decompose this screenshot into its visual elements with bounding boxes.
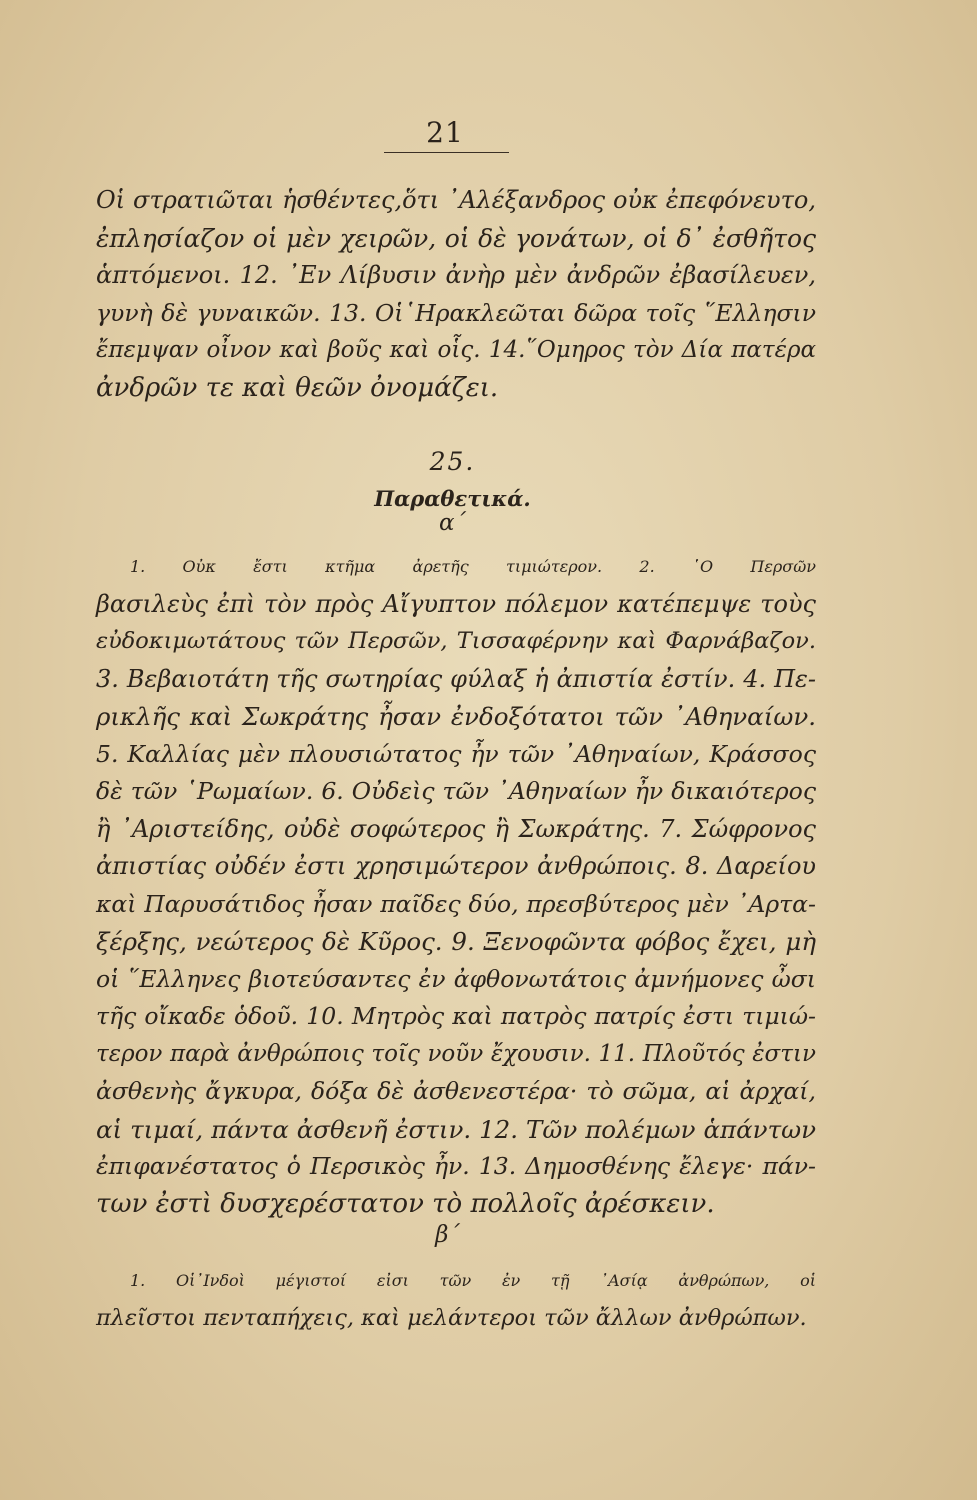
text-line: ἀσθενὴς ἄγκυρα, δόξα δὲ ἀσθενεστέρα· τὸ σῶμα, αἱ ἀρχαί, [96,1077,816,1105]
text-line: 1. Οἱ᾿Ινδοὶ μέγιστοί εἰσι τῶν ἐν τῇ ᾿Ασίᾳ ἀνθρώπων, οἱ [130,1271,816,1290]
text-line: ἀπιστίας οὐδέν ἐστι χρησιμώτερον ἀνθρώποις. 8. Δαρείου [96,852,816,880]
text-line: ἐπλησίαζον οἱ μὲν χειρῶν, οἱ δὲ γονάτων, οἱ δ᾿ ἐσθῆτος [96,223,816,253]
text-line: ἀνδρῶν τε καὶ θεῶν ὀνομάζει. [96,372,499,403]
intro-paragraph [96,182,816,407]
text-line: βασιλεὺς ἐπὶ τὸν πρὸς Αἴγυπτον πόλεμον κατέπεμψε τοὺς [96,589,816,618]
subsection-alpha-paragraph [96,548,816,1223]
text-line: ρικλῆς καὶ Σωκράτης ἦσαν ἐνδοξότατοι τῶν ᾿Αθηναίων. [96,702,816,731]
text-line: αἱ τιμαί, πάντα ἀσθενῆ ἐστιν. 12. Τῶν πολέμων ἁπάντων [96,1114,816,1144]
text-line: πλεῖστοι πενταπήχεις, καὶ μελάντεροι τῶν ἄλλων ἀνθρώπων. [96,1304,807,1331]
subsection-beta-paragraph [96,1262,816,1337]
text-line: τῆς οἴκαδε ὁδοῦ. 10. Μητρὸς καὶ πατρὸς πατρίς ἐστι τιμιώ- [96,1002,816,1030]
header-rule [384,152,509,153]
text-line: εὐδοκιμωτάτους τῶν Περσῶν, Τισσαφέρνην καὶ Φαρνάβαζον. [96,628,816,654]
text-line: ἁπτόμενοι. 12. ᾿Εν Λίβυσιν ἀνὴρ μὲν ἀνδρῶν ἐβασίλευεν, [96,261,816,289]
text-line: 5. Καλλίας μὲν πλουσιώτατος ἦν τῶν ᾿Αθηναίων, Κράσσος [96,739,816,768]
section-number: 25. [429,447,476,476]
text-line: γυνὴ δὲ γυναικῶν. 13. Οἱ῾Ηρακλεῶται δῶρα τοῖς ῞Ελλησιν [96,298,816,327]
text-line: δὲ τῶν ῾Ρωμαίων. 6. Οὐδεὶς τῶν ᾿Αθηναίων ἦν δικαιότερος [96,777,816,805]
text-line: των ἐστὶ δυσχερέστατον τὸ πολλοῖς ἀρέσκειν. [96,1188,715,1219]
subsection-alpha-label: α΄ [438,510,467,536]
text-line: ξέρξης, νεώτερος δὲ Κῦρος. 9. Ξενοφῶντα φόβος ἔχει, μὴ [96,927,816,956]
text-line: Οἱ στρατιῶται ἡσθέντες,ὅτι ᾿Αλέξανδρος οὐκ ἐπεφόνευτο, [96,186,816,214]
text-line: τερον παρὰ ἀνθρώποις τοῖς νοῦν ἔχουσιν. 11. Πλοῦτός ἐστιν [96,1040,816,1067]
subsection-beta-label: β΄ [435,1222,460,1248]
text-line: ἔπεμψαν οἶνον καὶ βοῦς καὶ οἷς. 14.῞Ομηρος τὸν Δία πατέρα [96,337,816,363]
text-line: καὶ Παρυσάτιδος ἦσαν παῖδες δύο, πρεσβύτερος μὲν ᾿Αρτα- [96,889,816,918]
section-title: Παραθετικά. [374,486,531,511]
page-number: 21 [426,116,464,149]
text-line: 3. Βεβαιοτάτη τῆς σωτηρίας φύλαξ ἡ ἀπιστία ἐστίν. 4. Πε- [96,664,816,693]
text-line: ἢ ᾿Αριστείδης, οὐδὲ σοφώτερος ἢ Σωκράτης. 7. Σώφρονος [96,814,816,843]
text-line: οἱ ῞Ελληνες βιοτεύσαντες ἐν ἀφθονωτάτοις ἀμνήμονες ὦσι [96,964,816,993]
text-line: 1. Οὐκ ἔστι κτῆμα ἀρετῆς τιμιώτερον. 2. ῾Ο Περσῶν [130,557,816,576]
text-line: ἐπιφανέστατος ὁ Περσικὸς ἦν. 13. Δημοσθένης ἔλεγε· πάν- [96,1152,816,1180]
